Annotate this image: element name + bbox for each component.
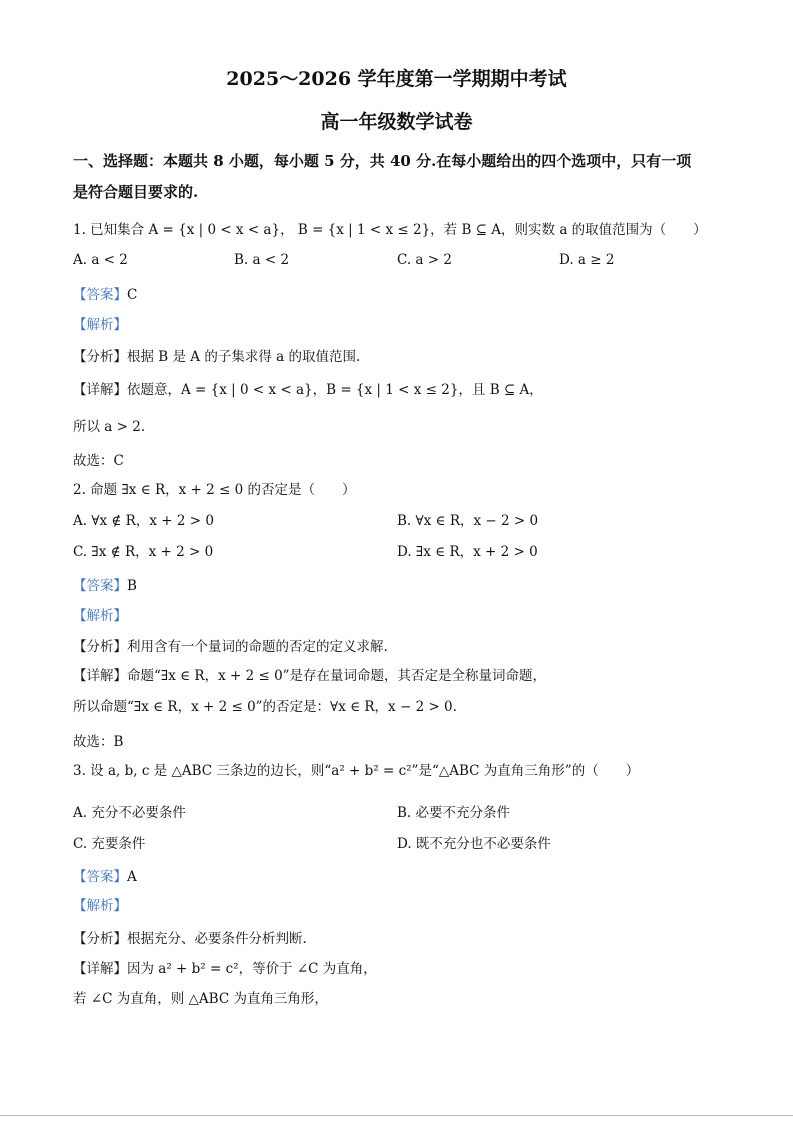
page-bottom-divider <box>0 1115 793 1116</box>
question-2-option-c: C. ∃x ∉ R，x + 2 > 0 <box>73 544 214 560</box>
answer-value: B <box>127 578 137 594</box>
xiangjie-tag: 【详解】 <box>73 668 127 684</box>
question-2-option-d: D. ∃x ∈ R，x + 2 > 0 <box>397 544 538 560</box>
question-2-answer <box>73 577 137 595</box>
section-heading-line1: 一、选择题：本题共 8 小题，每小题 5 分，共 40 分.在每小题给出的四个选项中，只有一项 <box>73 152 692 170</box>
fenxi-text: 根据充分、必要条件分析判断. <box>127 931 307 947</box>
fenxi-tag: 【分析】 <box>73 639 127 655</box>
xiangjie-text: 命题“∃x ∈ R，x + 2 ≤ 0”是存在量词命题，其否定是全称量词命题， <box>127 668 547 684</box>
question-1-answer <box>73 286 137 304</box>
question-2-analysis-tag: 【解析】 <box>73 608 127 624</box>
question-3-xiangjie-cont: 若 ∠C 为直角，则 △ABC 为直角三角形， <box>73 991 328 1007</box>
question-1-option-b: B. a < 2 <box>234 252 290 268</box>
question-3-answer <box>73 868 137 886</box>
question-3-stem: 3. 设 a, b, c 是 △ABC 三条边的边长，则“a² + b² = c²”是“△ABC 为直角三角形”的（ ） <box>73 763 640 779</box>
question-2-stem: 2. 命题 ∃x ∈ R，x + 2 ≤ 0 的否定是（ ） <box>73 482 356 498</box>
fenxi-tag: 【分析】 <box>73 931 127 947</box>
question-1-conclusion: 故选：C <box>73 453 124 469</box>
question-1-option-c: C. a > 2 <box>397 252 452 268</box>
question-2-option-b: B. ∀x ∈ R，x − 2 > 0 <box>397 513 539 529</box>
question-1-option-a: A. a < 2 <box>73 252 128 268</box>
xiangjie-text: 依题意，A = {x | 0 < x < a}，B = {x | 1 < x ≤ 2}，且 B ⊆ A， <box>127 382 543 398</box>
question-1-xiangjie-cont: 所以 a > 2. <box>73 419 146 435</box>
fenxi-tag: 【分析】 <box>73 349 127 365</box>
question-3-option-a: A. 充分不必要条件 <box>73 805 186 821</box>
question-1-fenxi <box>73 348 360 366</box>
section-heading-line2: 是符合题目要求的. <box>73 183 199 201</box>
answer-value: C <box>127 287 138 303</box>
answer-tag: 【答案】 <box>73 869 127 885</box>
question-1-stem: 1. 已知集合 A = {x | 0 < x < a}， B = {x | 1 < x ≤ 2}，若 B ⊆ A，则实数 a 的取值范围为（ ） <box>73 222 707 238</box>
question-3-fenxi <box>73 930 307 948</box>
question-2-xiangjie-cont: 所以命题“∃x ∈ R，x + 2 ≤ 0”的否定是：∀x ∈ R，x − 2 > 0. <box>73 699 457 715</box>
xiangjie-tag: 【详解】 <box>73 382 127 398</box>
page-subtitle: 高一年级数学试卷 <box>320 111 473 133</box>
question-1-xiangjie <box>73 381 543 399</box>
question-3-option-b: B. 必要不充分条件 <box>397 805 511 821</box>
page-title: 2025～2026 学年度第一学期期中考试 <box>226 68 567 90</box>
answer-value: A <box>127 869 137 885</box>
question-3-analysis-tag: 【解析】 <box>73 898 127 914</box>
question-3-xiangjie <box>73 960 377 978</box>
question-3-option-d: D. 既不充分也不必要条件 <box>397 836 551 852</box>
question-1-option-d: D. a ≥ 2 <box>559 252 615 268</box>
answer-tag: 【答案】 <box>73 287 127 303</box>
question-3-option-c: C. 充要条件 <box>73 836 146 852</box>
question-1-analysis-tag: 【解析】 <box>73 317 127 333</box>
xiangjie-tag: 【详解】 <box>73 961 127 977</box>
question-2-conclusion: 故选：B <box>73 734 124 750</box>
fenxi-text: 根据 B 是 A 的子集求得 a 的取值范围. <box>127 349 361 365</box>
question-2-option-a: A. ∀x ∉ R，x + 2 > 0 <box>73 513 214 529</box>
xiangjie-text: 因为 a² + b² = c²，等价于 ∠C 为直角， <box>127 961 377 977</box>
fenxi-text: 利用含有一个量词的命题的否定的定义求解. <box>127 639 388 655</box>
question-2-fenxi <box>73 638 388 656</box>
question-2-xiangjie <box>73 667 546 685</box>
answer-tag: 【答案】 <box>73 578 127 594</box>
